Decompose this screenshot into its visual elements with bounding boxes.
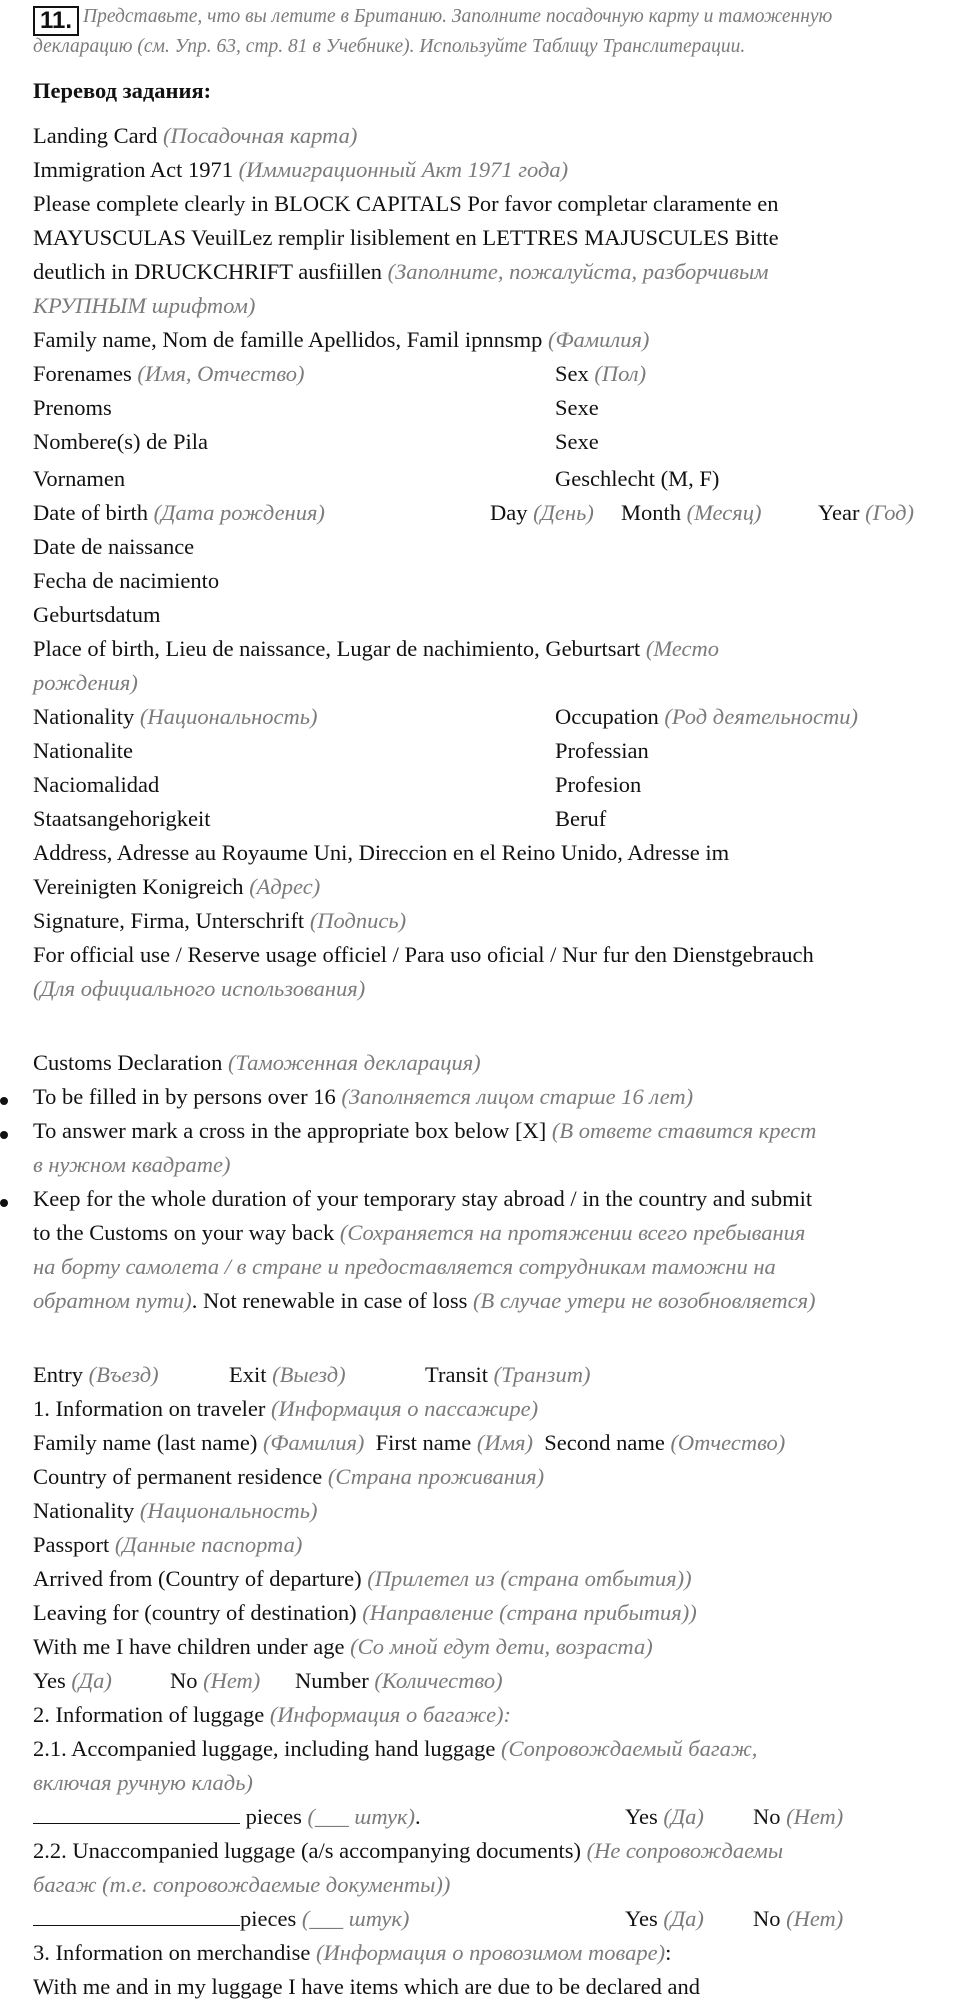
- sexe-label-2: Sexe: [555, 429, 599, 454]
- pieces-blank-2[interactable]: [33, 1905, 240, 1926]
- section-3: 3. Information on merchandise (Информация о провозимом товаре):: [33, 1940, 672, 1965]
- children-number: Number (Количество): [295, 1668, 503, 1693]
- geschlecht-label: Geschlecht (M, F): [555, 466, 720, 491]
- dob-day: Day (День): [490, 500, 594, 525]
- bullet-3: [0, 1199, 8, 1207]
- bullet-2: [0, 1131, 8, 1139]
- task-text-line1: Представьте, что вы летите в Британию. Заполните посадочную карту и таможенную: [83, 6, 833, 27]
- children-no: No (Нет): [170, 1668, 261, 1693]
- task-number: 11.: [33, 6, 79, 36]
- place-of-birth: Place of birth, Lieu de naissance, Lugar de nachimiento, Geburtsart (Место: [33, 636, 719, 661]
- professian-label: Professian: [555, 738, 649, 763]
- signature-label: Signature, Firma, Unterschrift (Подпись): [33, 908, 407, 933]
- sex-label: Sex (Пол): [555, 361, 647, 386]
- customs-note-3-l2: to the Customs on your way back (Сохраняется на протяжении всего пребывания: [33, 1220, 806, 1245]
- section-1: 1. Information on traveler (Информация о пассажире): [33, 1396, 539, 1421]
- traveler-nationality: Nationality (Национальность): [33, 1498, 318, 1523]
- customs-title: Customs Declaration (Таможенная декларация): [33, 1050, 481, 1075]
- dob-label: Date of birth (Дата рождения): [33, 500, 325, 525]
- address-line1: Address, Adresse au Royaume Uni, Direccion en el Reino Unido, Adresse im: [33, 840, 730, 865]
- passport-label: Passport (Данные паспорта): [33, 1532, 303, 1557]
- prenoms-label: Prenoms: [33, 395, 112, 420]
- pieces-row-2: pieces (___ штук): [33, 1904, 409, 1934]
- customs-note-1: To be filled in by persons over 16 (Заполняется лицом старше 16 лет): [33, 1084, 694, 1109]
- naciomalidad-label: Naciomalidad: [33, 772, 160, 797]
- immigration-act: Immigration Act 1971 (Иммиграционный Акт 1971 года): [33, 157, 569, 182]
- customs-note-3: Keep for the whole duration of your temporary stay abroad / in the country and submit: [33, 1186, 813, 1211]
- customs-note-2-cont: в нужном квадрате): [33, 1152, 231, 1177]
- task-text-line2: декларацию (см. Упр. 63, стр. 81 в Учебнике). Используйте Таблицу Транслитерации.: [33, 36, 746, 57]
- section-2-2-cont: багаж (т.е. сопровождаемые документы)): [33, 1872, 451, 1897]
- dob-de: Geburtsdatum: [33, 602, 161, 627]
- pieces-2-no: No (Нет): [753, 1906, 844, 1931]
- customs-note-2: To answer mark a cross in the appropriate box below [X] (В ответе ставится крест: [33, 1118, 817, 1143]
- occupation-label: Occupation (Род деятельности): [555, 704, 858, 729]
- complete-line1: Please complete clearly in BLOCK CAPITALS Por favor completar claramente en: [33, 191, 779, 216]
- translation-heading: Перевод задания:: [33, 78, 212, 103]
- traveler-names: Family name (last name) (Фамилия) First name (Имя) Second name (Отчество): [33, 1430, 786, 1455]
- staats-label: Staatsangehorigkeit: [33, 806, 211, 831]
- pieces-1-yes: Yes (Да): [625, 1804, 704, 1829]
- nombre-label: Nombere(s) de Pila: [33, 429, 208, 454]
- customs-note-3-l3: на борту самолета / в стране и предоставляется сотрудникам таможни на: [33, 1254, 776, 1279]
- profesion-label: Profesion: [555, 772, 642, 797]
- section-2-1: 2.1. Accompanied luggage, including hand luggage (Сопровождаемый багаж,: [33, 1736, 758, 1761]
- landing-title: Landing Card (Посадочная карта): [33, 123, 358, 148]
- entry-option: Entry (Въезд): [33, 1362, 159, 1387]
- leaving-for: Leaving for (country of destination) (Направление (страна прибытия)): [33, 1600, 697, 1625]
- place-of-birth-ru: рождения): [33, 670, 138, 695]
- pieces-row-1: pieces (___ штук).: [33, 1802, 421, 1832]
- address-line2: Vereinigten Konigreich (Адрес): [33, 874, 321, 899]
- complete-line4: КРУПНЫМ шрифтом): [33, 293, 256, 318]
- dob-year: Year (Год): [818, 500, 915, 525]
- nationality-label: Nationality (Национальность): [33, 704, 318, 729]
- sexe-label-1: Sexe: [555, 395, 599, 420]
- dob-month: Month (Месяц): [621, 500, 762, 525]
- residence-country: Country of permanent residence (Страна проживания): [33, 1464, 545, 1489]
- vornamen-label: Vornamen: [33, 466, 126, 491]
- forenames-label: Forenames (Имя, Отчество): [33, 361, 305, 386]
- dob-fr: Date de naissance: [33, 534, 195, 559]
- children-label: With me I have children under age (Со мной едут дети, возраста): [33, 1634, 653, 1659]
- complete-line3: deutlich in DRUCKCHRIFT ausfiillen (Заполните, пожалуйста, разборчивым: [33, 259, 769, 284]
- dob-es: Fecha de nacimiento: [33, 568, 220, 593]
- bullet-1: [0, 1097, 8, 1105]
- exit-option: Exit (Выезд): [229, 1362, 346, 1387]
- complete-line2: MAYUSCULAS VeuilLez remplir lisiblement en LETTRES MAJUSCULES Bitte: [33, 225, 779, 250]
- merchandise-line: With me and in my luggage I have items which are due to be declared and: [33, 1974, 700, 1999]
- section-2-1-cont: включая ручную кладь): [33, 1770, 253, 1795]
- children-yes: Yes (Да): [33, 1668, 112, 1693]
- section-2: 2. Information of luggage (Информация о багаже):: [33, 1702, 512, 1727]
- nationalite-label: Nationalite: [33, 738, 133, 763]
- transit-option: Transit (Транзит): [425, 1362, 591, 1387]
- pieces-2-yes: Yes (Да): [625, 1906, 704, 1931]
- beruf-label: Beruf: [555, 806, 607, 831]
- family-name-row: Family name, Nom de famille Apellidos, Famil ipnnsmp (Фамилия): [33, 327, 650, 352]
- pieces-1-no: No (Нет): [753, 1804, 844, 1829]
- official-use: For official use / Reserve usage officiel / Para uso oficial / Nur fur den Dienstgebrauch: [33, 942, 814, 967]
- official-use-ru: (Для официального использования): [33, 976, 366, 1001]
- arrived-from: Arrived from (Country of departure) (Прилетел из (страна отбытия)): [33, 1566, 692, 1591]
- customs-note-3-l4: обратном пути). Not renewable in case of loss (В случае утери не возобновляется): [33, 1288, 816, 1313]
- section-2-2: 2.2. Unaccompanied luggage (a/s accompanying documents) (Не сопровождаемы: [33, 1838, 784, 1863]
- pieces-blank-1[interactable]: [33, 1803, 240, 1824]
